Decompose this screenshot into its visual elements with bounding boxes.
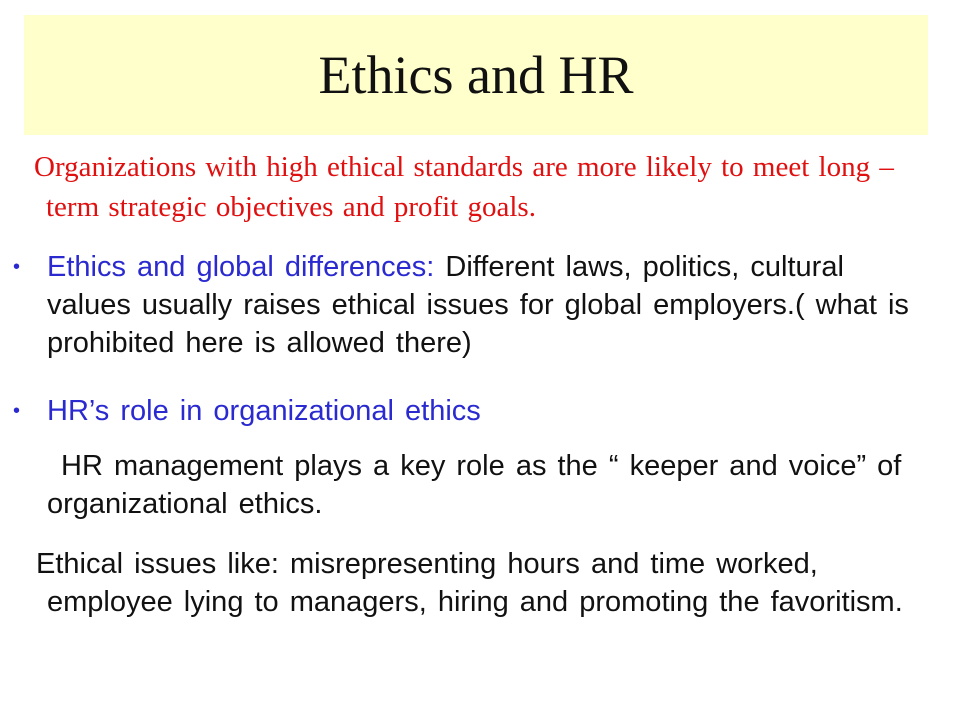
- bullet-heading: HR’s role in organizational ethics: [47, 395, 481, 427]
- bullet-dot-icon: •: [13, 256, 21, 278]
- paragraph-text: Ethical issues like: misrepresenting hours and time worked, employee lying to managers, hiring and promoting the favoritism.: [36, 548, 903, 618]
- paragraph-ethical-issues: [36, 545, 927, 621]
- bullet-body: [47, 248, 923, 362]
- intro-statement: Organizations with high ethical standards are more likely to meet long –term strategic objectives and profit goals.: [34, 151, 894, 223]
- bullet-hr-role: [13, 392, 923, 430]
- bullet-heading: Ethics and global differences:: [47, 251, 435, 283]
- slide-title: Ethics and HR: [318, 45, 634, 105]
- paragraph-keeper-voice: [47, 447, 927, 523]
- bullet-global-differences: [13, 248, 923, 362]
- bullet-dot-icon: •: [13, 400, 21, 422]
- paragraph-text: HR management plays a key role as the “ keeper and voice” of organizational ethics.: [47, 450, 902, 520]
- bullet-body: [47, 392, 923, 430]
- bullet-text: Different laws, politics, cultural values usually raises ethical issues for global employers.( what is prohibited here is allowed there): [47, 251, 909, 359]
